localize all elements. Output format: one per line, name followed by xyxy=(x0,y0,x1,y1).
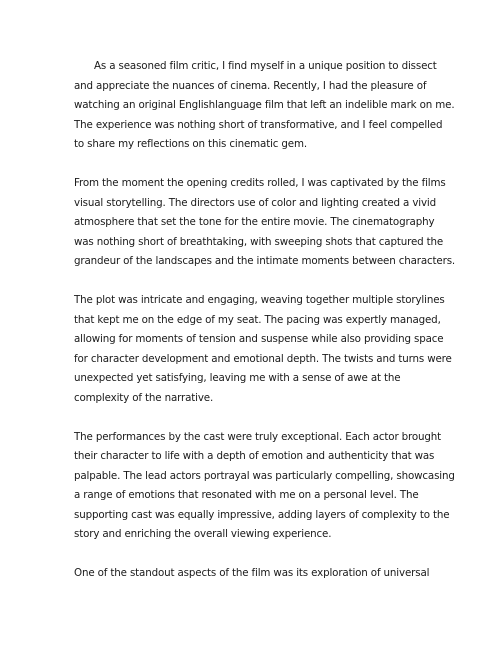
text-line: grandeur of the landscapes and the intimate moments between characters. xyxy=(74,255,456,267)
text-line: The plot was intricate and engaging, weaving together multiple storylines xyxy=(74,294,445,306)
text-line: unexpected yet satisfying, leaving me with a sense of awe at the xyxy=(74,372,401,384)
paragraph-4 xyxy=(74,428,474,545)
text-line: atmosphere that set the tone for the entire movie. The cinematography xyxy=(74,216,435,228)
text-line: visual storytelling. The directors use of color and lighting created a vivid xyxy=(74,196,437,209)
text-line: From the moment the opening credits rolled, I was captivated by the films xyxy=(74,177,446,189)
paragraph-2 xyxy=(74,174,474,272)
text-line: for character development and emotional depth. The twists and turns were xyxy=(74,352,452,365)
text-line: The experience was nothing short of transformative, and I feel compelled xyxy=(74,118,443,131)
document-body xyxy=(74,57,474,603)
paragraph-3 xyxy=(74,291,474,408)
text-line: their character to life with a depth of emotion and authenticity that was xyxy=(74,450,435,462)
text-line: The performances by the cast were truly exceptional. Each actor brought xyxy=(74,430,442,443)
text-line: a range of emotions that resonated with me on a personal level. The xyxy=(74,489,419,501)
text-line: and appreciate the nuances of cinema. Recently, I had the pleasure of xyxy=(74,79,427,92)
text-line: complexity of the narrative. xyxy=(74,391,214,404)
text-line: that kept me on the edge of my seat. The pacing was expertly managed, xyxy=(74,313,441,326)
text-line: story and enriching the overall viewing experience. xyxy=(74,528,332,540)
paragraph-1 xyxy=(74,57,474,155)
text-line: watching an original Englishlanguage film that left an indelible mark on me. xyxy=(74,99,455,111)
text-line: palpable. The lead actors portrayal was particularly compelling, showcasing xyxy=(74,469,455,482)
text-line: As a seasoned film critic, I find myself in a unique position to dissect xyxy=(94,60,437,72)
text-line: allowing for moments of tension and suspense while also providing space xyxy=(74,333,444,345)
text-line: to share my reflections on this cinematic gem. xyxy=(74,138,308,150)
text-line: supporting cast was equally impressive, adding layers of complexity to the xyxy=(74,508,450,521)
text-line: One of the standout aspects of the film was its exploration of universal xyxy=(74,567,430,579)
paragraph-5 xyxy=(74,564,474,584)
text-line: was nothing short of breathtaking, with sweeping shots that captured the xyxy=(74,235,444,248)
